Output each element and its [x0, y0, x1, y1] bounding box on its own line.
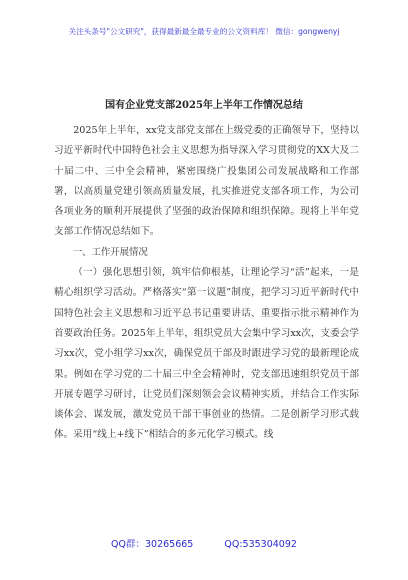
footer-qq-group: QQ群：30265665: [111, 539, 194, 550]
document-title: 国有企业党支部2025年上半年工作情况总结: [105, 100, 303, 111]
footer-contacts: [0, 536, 408, 550]
footer-qq-number: QQ:535304092: [224, 539, 297, 550]
section-paragraph: （一）强化思想引领，筑牢信仰根基，让理论学习“活”起来，一是精心组织学习活动。严格落实“第一议题”制度，把学习习近平新时代中国特色社会主义思想和习近平总书记重要讲话、重要指示批示精神作为首要政治任务。2025年上半年，组织党员大会集中学习xx次，支委会学习xx次，党小组学习xx次，确保党员干部及时跟进学习党的最新理论成果。例如在学习党的二十届三中全会精神时，党支部迅速组织党员干部开展专题学习研讨，让党员们深刻领会会议精神实质，并结合工作实际谈体会、谋发展，激发党员干部干事创业的热情。二是创新学习形式载体。采用“线上+线下”相结合的多元化学习模式。线: [54, 267, 359, 441]
header-promo-note: 关注头条号"公文研究"，获得最新最全最专业的公文资料库！ 微信：gongwenyj: [68, 27, 340, 36]
document-body: [54, 121, 359, 446]
intro-paragraph: 2025年上半年，xx党支部党支部在上级党委的正确领导下，坚持以习近平新时代中国特色社会主义思想为指导深入学习贯彻党的XX大及二十届二中、三中全会精神，紧密围绕广投集团公司发展战略和工作部署，以高质量党建引领高质量发展，扎实推进党支部各项工作，为公司各项业务的顺利开展提供了坚强的政治保障和组织保障。现将上半年党支部工作情况总结如下。: [54, 125, 359, 238]
section-heading: 一、工作开展情况: [72, 246, 148, 258]
